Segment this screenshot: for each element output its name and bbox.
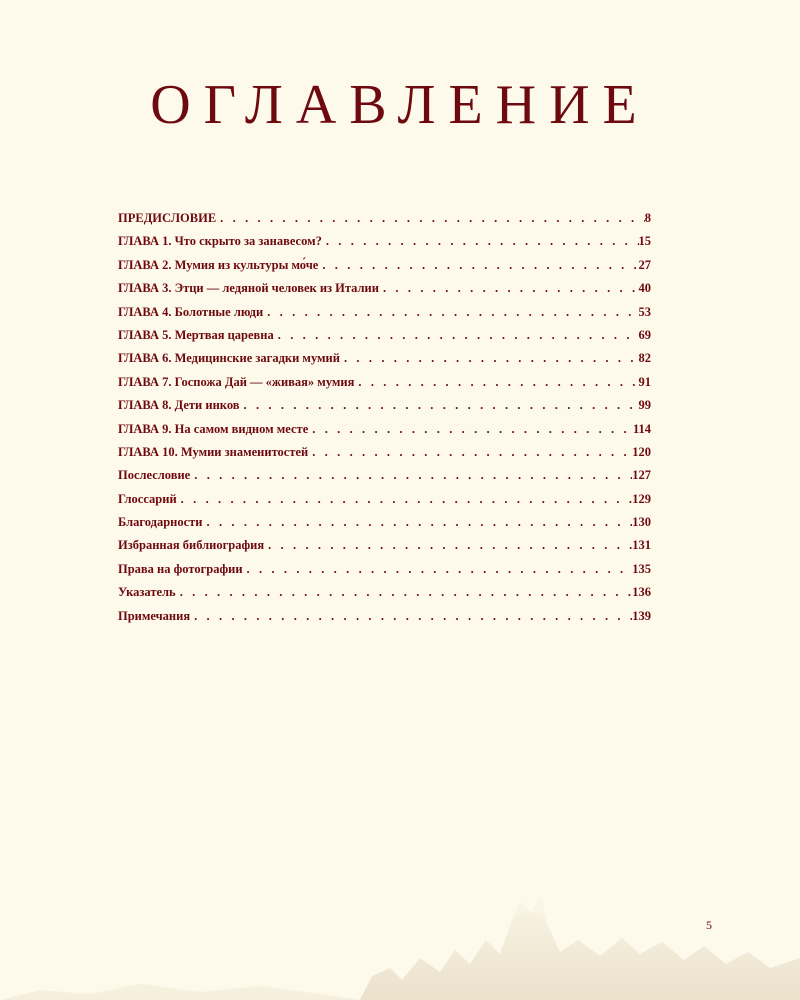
toc-entry[interactable] — [118, 351, 651, 374]
toc-entry[interactable] — [118, 211, 651, 234]
toc-entry[interactable] — [118, 609, 651, 632]
toc-entry[interactable] — [118, 398, 651, 421]
toc-entry-title: ГЛАВА 9. На самом видном месте — [118, 421, 309, 436]
toc-entry[interactable] — [118, 515, 651, 538]
toc-entry-page: 127 — [632, 468, 651, 483]
toc-dot-leader — [190, 609, 632, 624]
toc-dot-leader — [216, 211, 645, 226]
toc-entry-page: 129 — [632, 491, 651, 506]
toc-dot-leader — [318, 258, 638, 273]
toc-entry-title: Глоссарий — [118, 491, 177, 506]
toc-dot-leader — [308, 445, 632, 460]
toc-entry-title: Примечания — [118, 608, 191, 623]
toc-dot-leader — [274, 328, 639, 343]
toc-dot-leader — [177, 492, 633, 507]
toc-entry-page: 15 — [638, 234, 651, 249]
toc-dot-leader — [203, 515, 633, 530]
toc-dot-leader — [379, 281, 639, 296]
table-of-contents — [118, 211, 651, 632]
toc-dot-leader — [322, 234, 639, 249]
toc-entry-page: 99 — [638, 398, 651, 413]
toc-entry-title: ГЛАВА 2. Мумия из культуры мо́че — [118, 257, 319, 272]
toc-entry-page: 27 — [638, 257, 651, 272]
toc-dot-leader — [243, 562, 633, 577]
toc-entry-title: ГЛАВА 5. Мертвая царевна — [118, 327, 274, 342]
toc-entry-title: Избранная библиография — [118, 538, 265, 553]
toc-entry-page: 114 — [632, 421, 651, 436]
toc-entry-title: ГЛАВА 3. Этци — ледяной человек из Италии — [118, 281, 379, 296]
toc-dot-leader — [190, 468, 632, 483]
toc-entry-page: 135 — [632, 561, 651, 576]
toc-entry-title: Указатель — [118, 585, 176, 600]
toc-entry[interactable] — [118, 258, 651, 281]
toc-entry-title: ГЛАВА 4. Болотные люди — [118, 304, 264, 319]
toc-dot-leader — [176, 585, 633, 600]
toc-entry[interactable] — [118, 375, 651, 398]
toc-entry-title: ГЛАВА 8. Дети инков — [118, 398, 240, 413]
toc-entry-title: Послесловие — [118, 468, 191, 483]
toc-entry-page: 69 — [638, 327, 651, 342]
toc-dot-leader — [263, 305, 638, 320]
toc-entry-page: 53 — [638, 304, 651, 319]
toc-entry-title: ГЛАВА 1. Что скрыто за занавесом? — [118, 234, 322, 249]
toc-entry[interactable] — [118, 305, 651, 328]
toc-entry[interactable] — [118, 234, 651, 257]
toc-entry-page: 8 — [644, 211, 651, 225]
toc-entry-title: ГЛАВА 7. Госпожа Дай — «живая» мумия — [118, 374, 355, 389]
toc-entry-page: 120 — [632, 444, 651, 459]
toc-entry-page: 131 — [632, 538, 651, 553]
toc-entry-title: Благодарности — [118, 515, 203, 530]
toc-entry-page: 130 — [632, 515, 651, 530]
toc-dot-leader — [308, 422, 633, 437]
linen-cloth-decoration — [0, 880, 800, 1000]
page-title: ОГЛАВЛЕНИЕ — [150, 74, 650, 136]
toc-entry-title: ГЛАВА 6. Медицинские загадки мумий — [118, 351, 340, 366]
toc-entry[interactable] — [118, 445, 651, 468]
toc-entry-title: Права на фотографии — [118, 561, 243, 576]
toc-dot-leader — [240, 398, 639, 413]
toc-entry-title: ГЛАВА 10. Мумии знаменитостей — [118, 444, 309, 459]
toc-entry[interactable] — [118, 538, 651, 561]
toc-dot-leader — [354, 375, 638, 390]
toc-entry-page: 139 — [632, 608, 651, 623]
toc-entry[interactable] — [118, 492, 651, 515]
page-number: 5 — [706, 918, 712, 932]
toc-entry[interactable] — [118, 422, 651, 445]
toc-entry-page: 91 — [638, 374, 651, 389]
toc-entry-page: 136 — [632, 585, 651, 600]
toc-entry[interactable] — [118, 585, 651, 608]
toc-dot-leader — [340, 351, 639, 366]
toc-entry[interactable] — [118, 281, 651, 304]
toc-entry[interactable] — [118, 328, 651, 351]
toc-entry-page: 40 — [638, 281, 651, 296]
toc-dot-leader — [264, 538, 632, 553]
toc-entry[interactable] — [118, 562, 651, 585]
toc-entry-title: ПРЕДИСЛОВИЕ — [118, 211, 217, 225]
toc-entry-page: 82 — [638, 351, 651, 366]
toc-entry[interactable] — [118, 468, 651, 491]
